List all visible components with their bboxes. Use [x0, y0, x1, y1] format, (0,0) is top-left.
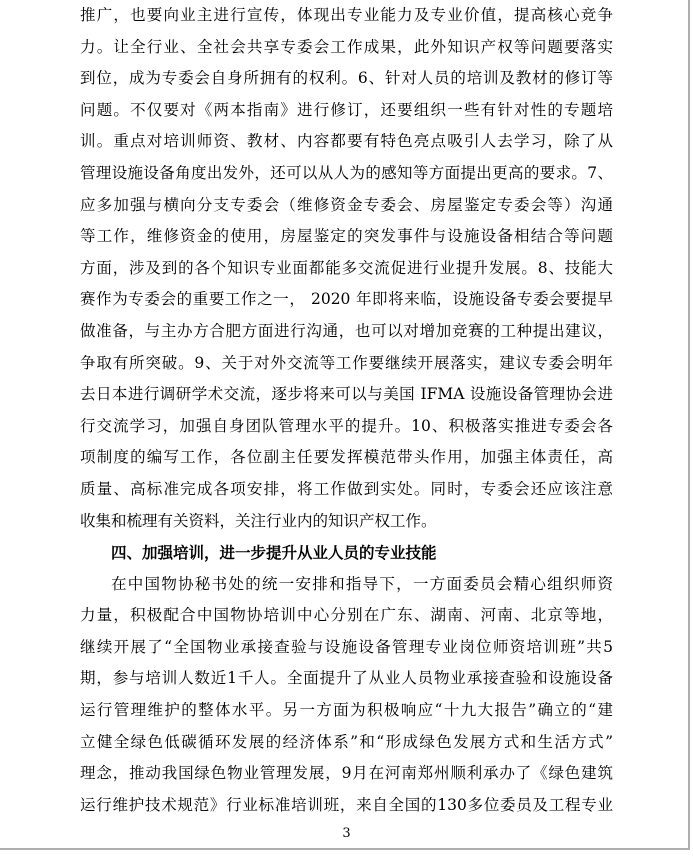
text-line: 做准备，与主办方合肥方面进行沟通，也可以对增加竞赛的工种提出建议， [80, 321, 613, 340]
text-line: 方面，涉及到的各个知识专业面都能多交流促进行业提升发展。8、技能大 [80, 258, 613, 277]
text-line: 到位，成为专委会自身所拥有的权利。6、针对人员的培训及教材的修订等 [80, 69, 613, 88]
text-line: 去日本进行调研学术交流，逐步将来可以与美国 IFMA 设施设备管理协会进 [80, 385, 613, 404]
text-line: 运行维护技术规范》行业标准培训班，来自全国的130多位委员及工程专业 [80, 795, 613, 814]
text-line: 继续开展了“全国物业承接查验与设施设备管理专业岗位师资培训班”共5 [80, 637, 613, 656]
text-line: 训。重点对培训师资、教材、内容都要有特色亮点吸引人去学习，除了从 [80, 132, 613, 151]
text-line: 应多加强与横向分支专委会（维修资金专委会、房屋鉴定专委会等）沟通 [80, 195, 613, 214]
text-line: 力。让全行业、全社会共享专委会工作成果，此外知识产权等问题要落实 [80, 37, 613, 56]
text-line: 在中国物协秘书处的统一安排和指导下，一方面委员会精心组织师资 [111, 574, 613, 593]
text-line: 立健全绿色低碳循环发展的经济体系”和“形成绿色发展方式和生活方式” [80, 732, 613, 751]
text-block [80, 0, 613, 821]
text-line: 收集和梳理有关资料，关注行业内的知识产权工作。 [80, 511, 437, 530]
text-line: 项制度的编写工作，各位副主任要发挥模范带头作用，加强主体责任，高 [80, 448, 613, 467]
text-line: 行交流学习，加强自身团队管理水平的提升。10、积极落实推进专委会各 [80, 416, 613, 435]
text-line: 期，参与培训人数近1千人。全面提升了从业人员物业承接查验和设施设备 [80, 669, 613, 688]
text-line: 理念，推动我国绿色物业管理发展，9月在河南郑州顺利承办了《绿色建筑 [80, 764, 613, 783]
page-edge-right [688, 0, 690, 850]
text-line: 问题。不仅要对《两本指南》进行修订，还要组织一些有针对性的专题培 [80, 100, 613, 119]
text-line: 赛作为专委会的重要工作之一， 2020 年即将来临，设施设备专委会要提早 [80, 290, 613, 309]
text-line: 推广，也要向业主进行宣传，体现出专业能力及专业价值，提高核心竞争 [80, 6, 613, 24]
text-line: 管理设施设备角度出发外，还可以从人为的感知等方面提出更高的要求。7、 [80, 163, 613, 182]
text-line: 力量，积极配合中国物协培训中心分别在广东、湖南、河南、北京等地， [80, 606, 613, 625]
text-line: 等工作，维修资金的使用，房屋鉴定的突发事件与设施设备相结合等问题 [80, 227, 613, 246]
text-line: 运行管理维护的整体水平。另一方面为积极响应“十九大报告”确立的“建 [80, 701, 613, 720]
section-heading: 四、加强培训，进一步提升从业人员的专业技能 [111, 543, 437, 563]
page-edge-bottom [0, 848, 690, 850]
text-line: 质量、高标准完成各项安排，将工作做到实处。同时，专委会还应该注意 [80, 479, 613, 498]
text-line: 争取有所突破。9、关于对外交流等工作要继续开展落实，建议专委会明年 [80, 353, 613, 372]
page-number: 3 [342, 826, 351, 841]
